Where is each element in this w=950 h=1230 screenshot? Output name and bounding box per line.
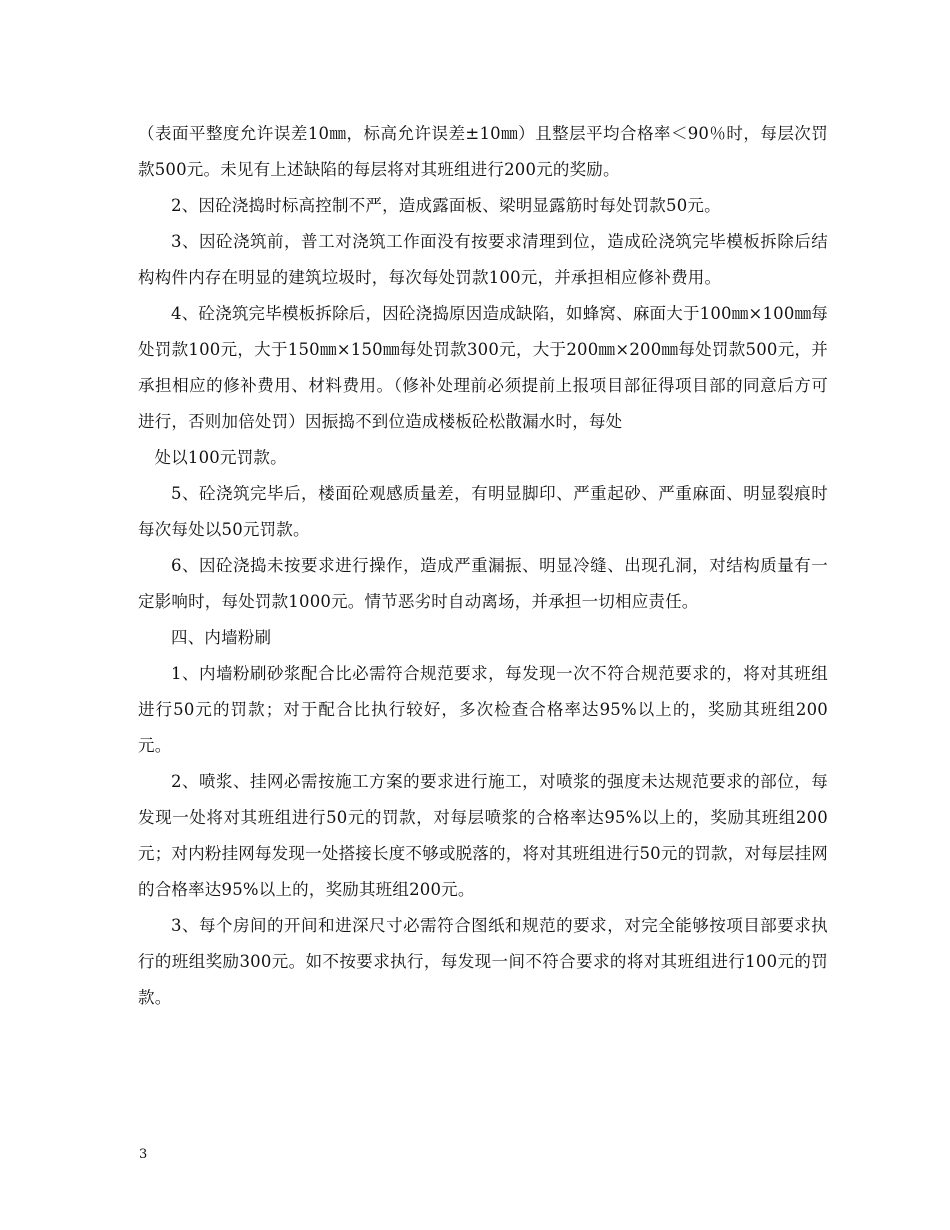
page-number: 3	[139, 1147, 148, 1162]
paragraph-item-5: 5、砼浇筑完毕后，楼面砼观感质量差，有明显脚印、严重起砂、严重麻面、明显裂痕时每次每处以50元罚款。	[138, 484, 828, 539]
paragraph-item-3: 3、因砼浇筑前，普工对浇筑工作面没有按要求清理到位，造成砼浇筑完毕模板拆除后结构构件内存在明显的建筑垃圾时，每次每处罚款100元，并承担相应修补费用。	[138, 232, 828, 287]
document-body	[138, 116, 828, 1016]
paragraph-plaster-2: 2、喷浆、挂网必需按施工方案的要求进行施工，对喷浆的强度未达规范要求的部位，每发现一处将对其班组进行50元的罚款，对每层喷浆的合格率达95%以上的，奖励其班组200元；对内粉挂网每发现一处搭接长度不够或脱落的，将对其班组进行50元的罚款，对每层挂网的合格率达95%以上的，奖励其班组200元。	[138, 772, 828, 899]
paragraph-item-4: 4、砼浇筑完毕模板拆除后，因砼浇捣原因造成缺陷，如蜂窝、麻面大于100㎜×100㎜每处罚款100元，大于150㎜×150㎜每处罚款300元，大于200㎜×200㎜每处罚款500元，并承担相应的修补费用、材料费用。（修补处理前必须提前上报项目部征得项目部的同意后方可进行，否则加倍处罚）因振捣不到位造成楼板砼松散漏水时，每处	[138, 304, 828, 431]
section-heading-interior-plastering: 四、内墙粉刷	[171, 628, 272, 647]
paragraph-plaster-3: 3、每个房间的开间和进深尺寸必需符合图纸和规范的要求，对完全能够按项目部要求执行的班组奖励300元。如不按要求执行，每发现一间不符合要求的将对其班组进行100元的罚款。	[138, 916, 828, 1007]
paragraph-item-6: 6、因砼浇捣未按要求进行操作，造成严重漏振、明显冷缝、出现孔洞，对结构质量有一定影响时，每处罚款1000元。情节恶劣时自动离场，并承担一切相应责任。	[138, 556, 828, 611]
paragraph-continuation: （表面平整度允许误差10㎜，标高允许误差±10㎜）且整层平均合格率＜90％时，每层次罚款500元。未见有上述缺陷的每层将对其班组进行200元的奖励。	[138, 124, 828, 179]
paragraph-plaster-1: 1、内墙粉刷砂浆配合比必需符合规范要求，每发现一次不符合规范要求的，将对其班组进行50元的罚款；对于配合比执行较好，多次检查合格率达95%以上的，奖励其班组200元。	[138, 664, 828, 755]
paragraph-item-2: 2、因砼浇捣时标高控制不严，造成露面板、梁明显露筋时每处罚款50元。	[171, 196, 721, 215]
paragraph-item-4-tail: 处以100元罚款。	[154, 448, 287, 467]
